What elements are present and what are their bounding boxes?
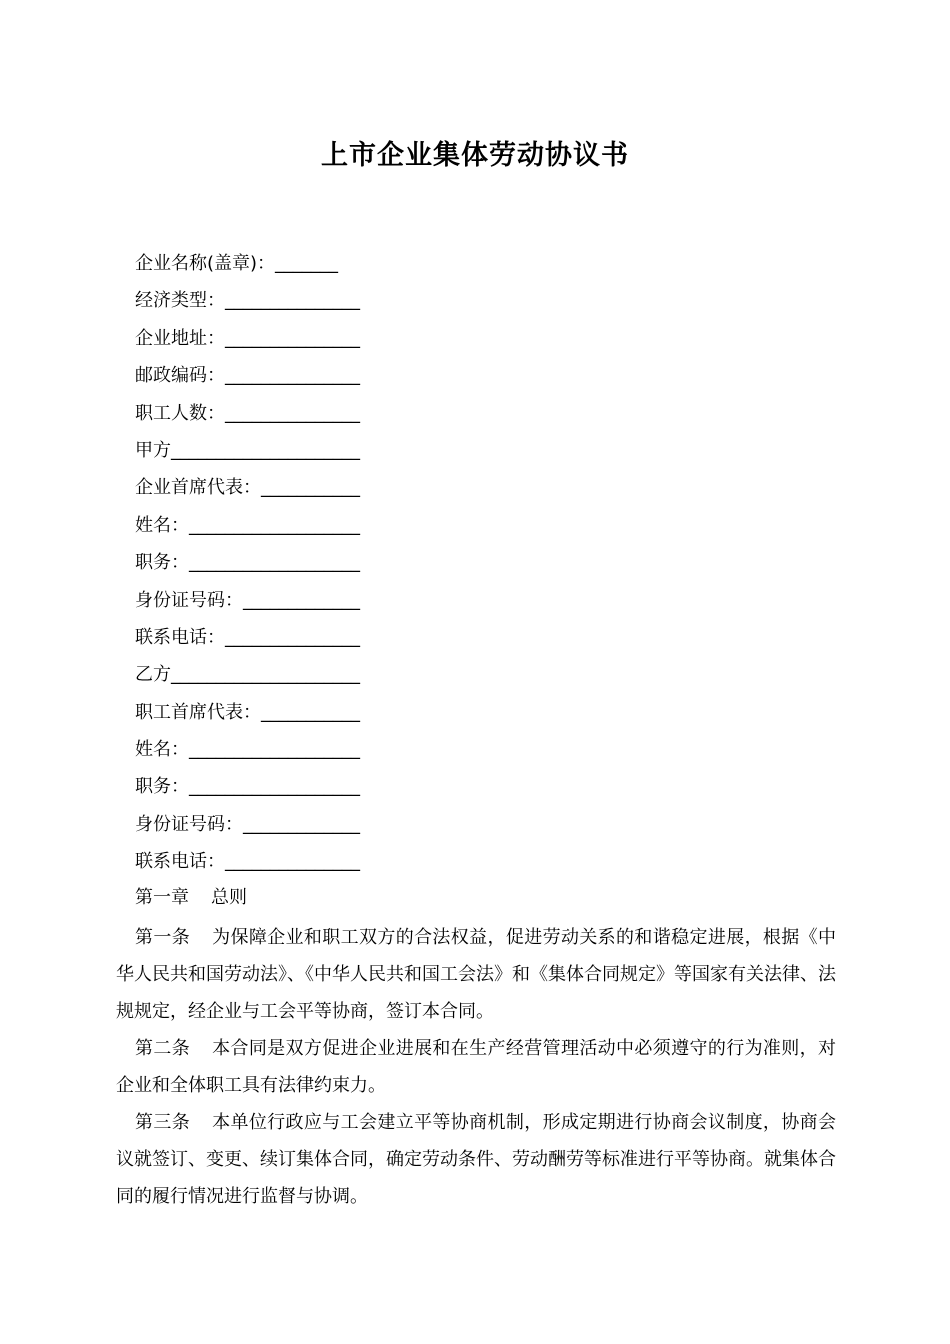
- field-a-name: 姓名：___________________: [135, 514, 360, 536]
- field-company-address: 企业地址：_______________: [135, 327, 360, 349]
- field-b-id-number: 身份证号码：_____________: [135, 813, 360, 835]
- article-3: [116, 1104, 836, 1215]
- field-b-name: 姓名：___________________: [135, 739, 360, 761]
- field-a-phone: 联系电话：_______________: [135, 626, 360, 648]
- chapter-name: 总则: [211, 887, 247, 908]
- chapter-heading: [135, 883, 247, 913]
- chapter-label: 第一章: [135, 887, 189, 908]
- article-2: [116, 1030, 836, 1104]
- field-employee-chief-rep: 职工首席代表：___________: [135, 701, 360, 723]
- field-party-a: 甲方_____________________: [135, 439, 360, 461]
- field-economic-type: 经济类型：_______________: [135, 290, 360, 312]
- article-label: 第二条: [135, 1038, 191, 1059]
- field-b-position: 职务：___________________: [135, 776, 360, 798]
- articles: [116, 919, 836, 1215]
- field-company-chief-rep: 企业首席代表：___________: [135, 477, 360, 499]
- field-postal-code: 邮政编码：_______________: [135, 365, 360, 387]
- field-a-position: 职务：___________________: [135, 552, 360, 574]
- field-employee-count: 职工人数：_______________: [135, 402, 360, 424]
- article-1: [116, 919, 836, 1030]
- article-text: 本合同是双方促进企业进展和在生产经营管理活动中必须遵守的行为准则，对企业和全体职工具有法律约束力。: [116, 1038, 837, 1096]
- article-label: 第三条: [135, 1112, 191, 1133]
- article-label: 第一条: [135, 927, 191, 948]
- party-info-fields: [135, 249, 835, 885]
- article-text: 为保障企业和职工双方的合法权益，促进劳动关系的和谐稳定进展，根据《中华人民共和国劳动法》、《中华人民共和国工会法》和《集体合同规定》等国家有关法律、法规规定，经企业与工会平等协商，签订本合同。: [116, 927, 837, 1022]
- field-b-phone: 联系电话：_______________: [135, 851, 360, 873]
- article-text: 本单位行政应与工会建立平等协商机制，形成定期进行协商会议制度，协商会议就签订、变更、续订集体合同，确定劳动条件、劳动酬劳等标准进行平等协商。就集体合同的履行情况进行监督与协调。: [116, 1112, 837, 1207]
- field-a-id-number: 身份证号码：_____________: [135, 589, 360, 611]
- field-company-name: 企业名称(盖章)：_______: [135, 253, 339, 274]
- field-party-b: 乙方_____________________: [135, 664, 360, 686]
- document-title: 上市企业集体劳动协议书: [321, 140, 629, 171]
